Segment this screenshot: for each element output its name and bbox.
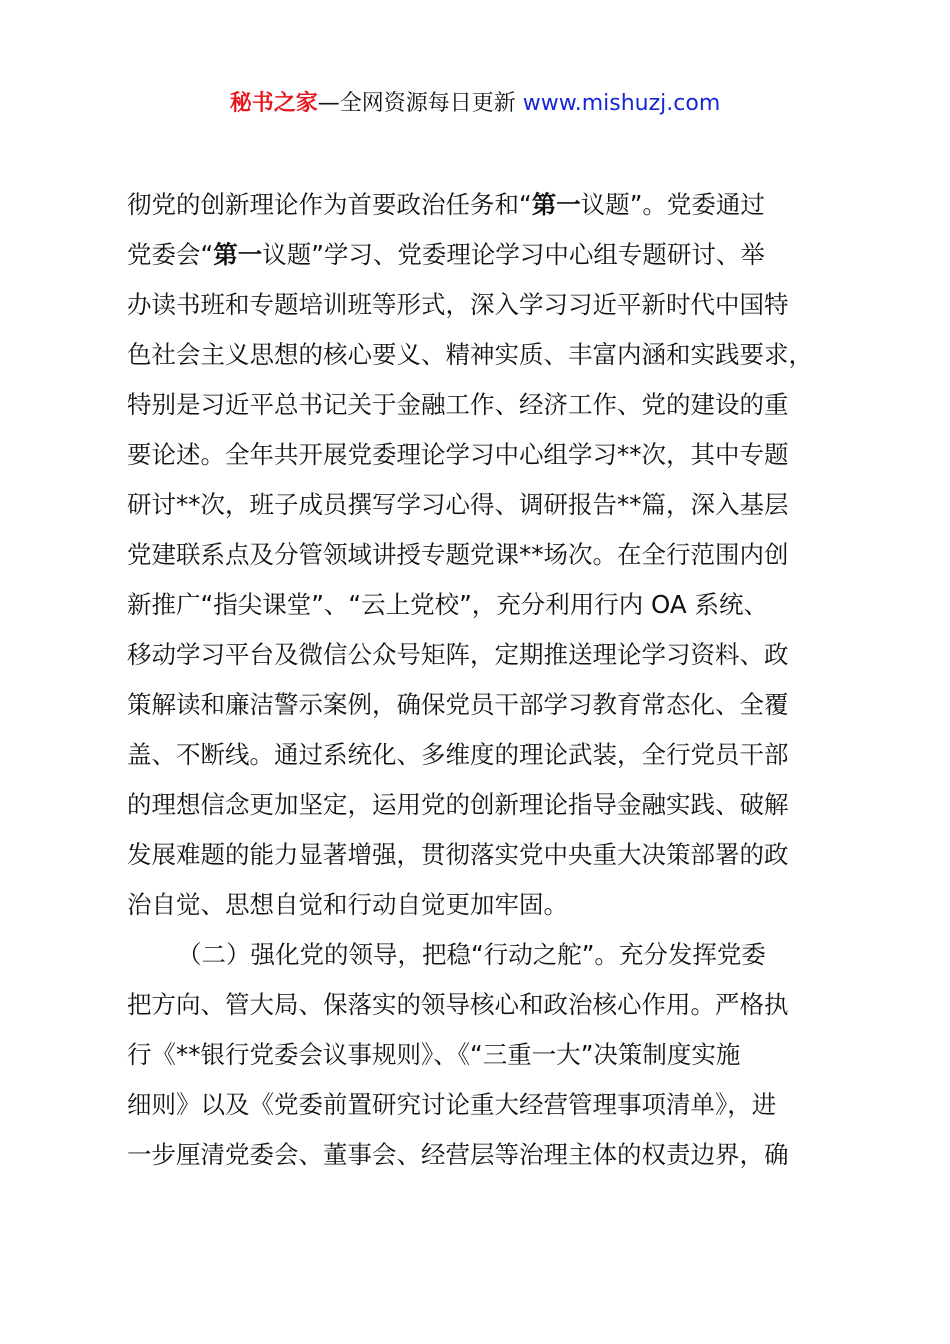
- section-heading-line: （二）强化党的领导，把稳“行动之舵”。充分发挥党委: [177, 940, 766, 969]
- text-line: 党建联系点及分管领域讲授专题党课**场次。在全行范围内创: [127, 540, 789, 569]
- bold-text-run: 第一: [213, 240, 263, 269]
- text-line: 发展难题的能力显著增强，贯彻落实党中央重大决策部署的政: [127, 840, 789, 869]
- text-line: 要论述。全年共开展党委理论学习中心组学习**次，其中专题: [127, 440, 789, 469]
- text-line: [127, 180, 847, 230]
- text-run: 彻党的创新理论作为首要政治任务和“: [127, 190, 532, 219]
- text-run: 议题”。党委通过: [580, 190, 765, 219]
- text-line: 办读书班和专题培训班等形式，深入学习习近平新时代中国特: [127, 290, 789, 319]
- text-line: 治自觉、思想自觉和行动自觉更加牢固。: [127, 890, 568, 919]
- text-line: 色社会主义思想的核心要义、精神实质、丰富内涵和实践要求，: [127, 340, 813, 369]
- text-run: 党委会“: [127, 240, 214, 269]
- text-run: 议题”学习、党委理论学习中心组专题研讨、举: [262, 240, 765, 269]
- text-line: 行《**银行党委会议事规则》、《“三重一大”决策制度实施: [127, 1040, 741, 1069]
- text-line: 把方向、管大局、保落实的领导核心和政治核心作用。严格执: [127, 990, 789, 1019]
- text-line: 的理想信念更加坚定，运用党的创新理论指导金融实践、破解: [127, 790, 789, 819]
- text-line: 移动学习平台及微信公众号矩阵，定期推送理论学习资料、政: [127, 640, 789, 669]
- text-line: [127, 230, 847, 280]
- page-header: [0, 88, 950, 120]
- text-line: 盖、不断线。通过系统化、多维度的理论武装，全行党员干部: [127, 740, 789, 769]
- text-line: 细则》以及《党委前置研究讨论重大经营管理事项清单》，进: [127, 1090, 777, 1119]
- text-line: 特别是习近平总书记关于金融工作、经济工作、党的建设的重: [127, 390, 789, 419]
- document-body: [127, 180, 847, 1180]
- text-line: 研讨**次，班子成员撰写学习心得、调研报告**篇，深入基层: [127, 490, 789, 519]
- header-slogan: —全网资源每日更新: [317, 91, 523, 116]
- bold-text-run: 第一: [531, 190, 581, 219]
- text-line: 新推广“指尖课堂”、“云上党校”，充分利用行内 OA 系统、: [127, 590, 768, 619]
- text-line: 策解读和廉洁警示案例，确保党员干部学习教育常态化、全覆: [127, 690, 789, 719]
- brand-name: 秘书之家: [229, 91, 318, 116]
- site-url-link[interactable]: www.mishuzj.com: [522, 91, 721, 116]
- text-line: 一步厘清党委会、董事会、经营层等治理主体的权责边界，确: [127, 1140, 789, 1169]
